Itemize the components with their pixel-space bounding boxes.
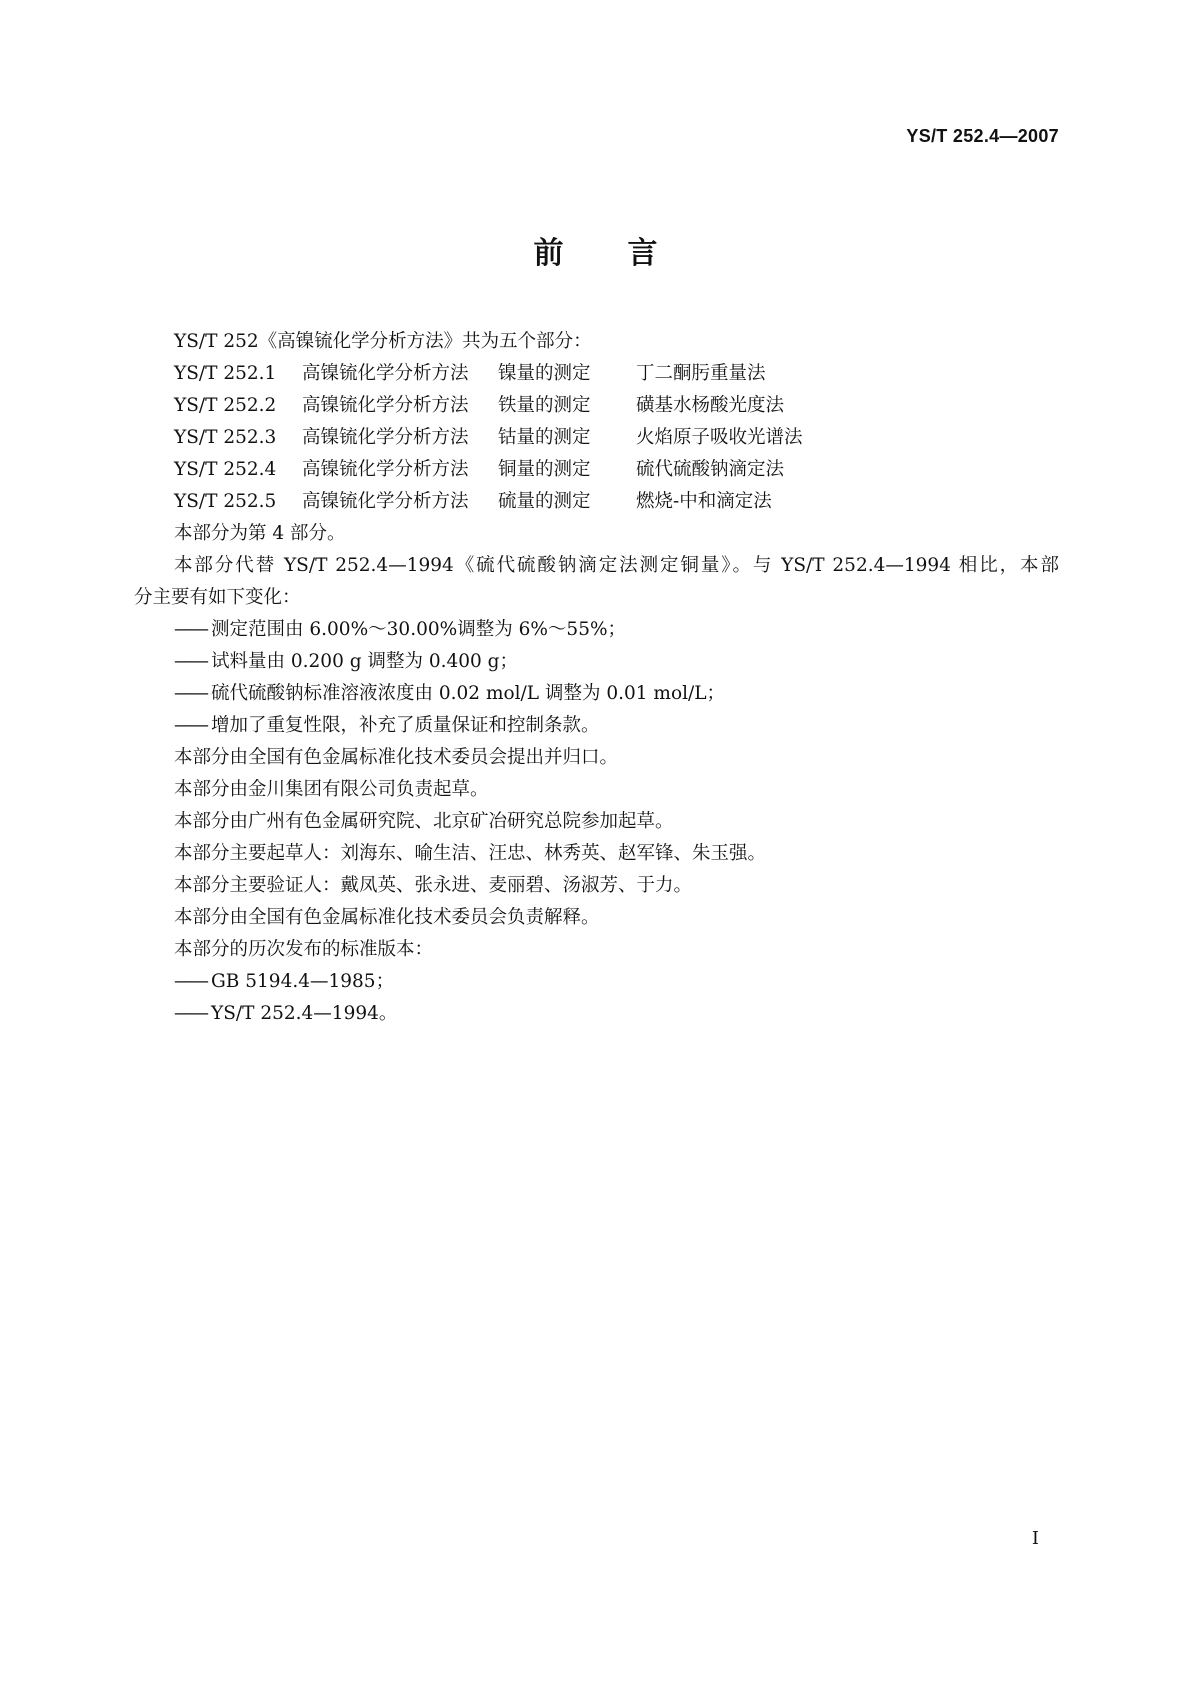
part-list-item	[134, 422, 1059, 454]
statement: 本部分由金川集团有限公司负责起草。	[174, 779, 489, 800]
history-item	[134, 966, 1059, 998]
change-text: 试料量由 0.200 g 调整为 0.400 g；	[211, 651, 519, 672]
statement: 本部分由全国有色金属标准化技术委员会提出并归口。	[174, 747, 619, 768]
part-method: 丁二酮肟重量法	[636, 363, 766, 384]
page-title: 前言	[533, 236, 722, 271]
part-item: 铁量的测定	[498, 395, 591, 416]
part-series: 高镍锍化学分析方法	[302, 427, 469, 448]
change-item	[134, 710, 1059, 742]
statement: 本部分主要验证人：戴凤英、张永进、麦丽碧、汤淑芳、于力。	[174, 875, 693, 896]
dash-mark: ——	[174, 619, 207, 640]
replacement-statement-line2: 分主要有如下变化：	[134, 587, 301, 608]
foreword-body	[134, 326, 1059, 1030]
part-code: YS/T 252.1	[174, 363, 277, 384]
part-series: 高镍锍化学分析方法	[302, 459, 469, 480]
replacement-statement-line1: 本部分代替 YS/T 252.4—1994《硫代硫酸钠滴定法测定铜量》。与 YS/T 252.4—1994 相比，本部	[174, 555, 1059, 576]
change-text: 硫代硫酸钠标准溶液浓度由 0.02 mol/L 调整为 0.01 mol/L；	[211, 683, 726, 704]
statement: 本部分由全国有色金属标准化技术委员会负责解释。	[174, 907, 600, 928]
statement: 本部分的历次发布的标准版本：	[174, 939, 434, 960]
change-item	[134, 646, 1059, 678]
part-method: 燃烧-中和滴定法	[636, 491, 772, 512]
part-series: 高镍锍化学分析方法	[302, 395, 469, 416]
page-number: I	[1031, 1528, 1039, 1549]
part-code: YS/T 252.2	[174, 395, 277, 416]
standard-number: YS/T 252.4—2007	[906, 126, 1059, 146]
dash-mark: ——	[174, 715, 207, 736]
change-item	[134, 614, 1059, 646]
part-list-item	[134, 358, 1059, 390]
this-part-statement: 本部分为第 4 部分。	[174, 523, 346, 544]
dash-mark: ——	[174, 971, 207, 992]
change-text: 增加了重复性限，补充了质量保证和控制条款。	[211, 715, 600, 736]
part-method: 硫代硫酸钠滴定法	[636, 459, 785, 480]
history-text: GB 5194.4—1985；	[211, 971, 395, 992]
part-list-item	[134, 390, 1059, 422]
part-item: 铜量的测定	[498, 459, 591, 480]
part-code: YS/T 252.3	[174, 427, 277, 448]
change-text: 测定范围由 6.00%～30.00%调整为 6%～55%；	[211, 619, 627, 640]
part-series: 高镍锍化学分析方法	[302, 363, 469, 384]
statement: 本部分由广州有色金属研究院、北京矿冶研究总院参加起草。	[174, 811, 674, 832]
dash-mark: ——	[174, 683, 207, 704]
part-method: 磺基水杨酸光度法	[636, 395, 785, 416]
part-item: 硫量的测定	[498, 491, 591, 512]
history-text: YS/T 252.4—1994。	[211, 1003, 398, 1024]
change-item	[134, 678, 1059, 710]
dash-mark: ——	[174, 651, 207, 672]
part-method: 火焰原子吸收光谱法	[636, 427, 803, 448]
part-series: 高镍锍化学分析方法	[302, 491, 469, 512]
part-item: 钴量的测定	[498, 427, 591, 448]
part-list-item	[134, 486, 1059, 518]
part-list-item	[134, 454, 1059, 486]
intro-paragraph: YS/T 252《高镍锍化学分析方法》共为五个部分：	[174, 331, 592, 352]
statement: 本部分主要起草人：刘海东、喻生洁、汪忠、林秀英、赵军锋、朱玉强。	[174, 843, 767, 864]
part-code: YS/T 252.4	[174, 459, 277, 480]
part-item: 镍量的测定	[498, 363, 591, 384]
dash-mark: ——	[174, 1003, 207, 1024]
history-item	[134, 998, 1059, 1030]
part-code: YS/T 252.5	[174, 491, 277, 512]
